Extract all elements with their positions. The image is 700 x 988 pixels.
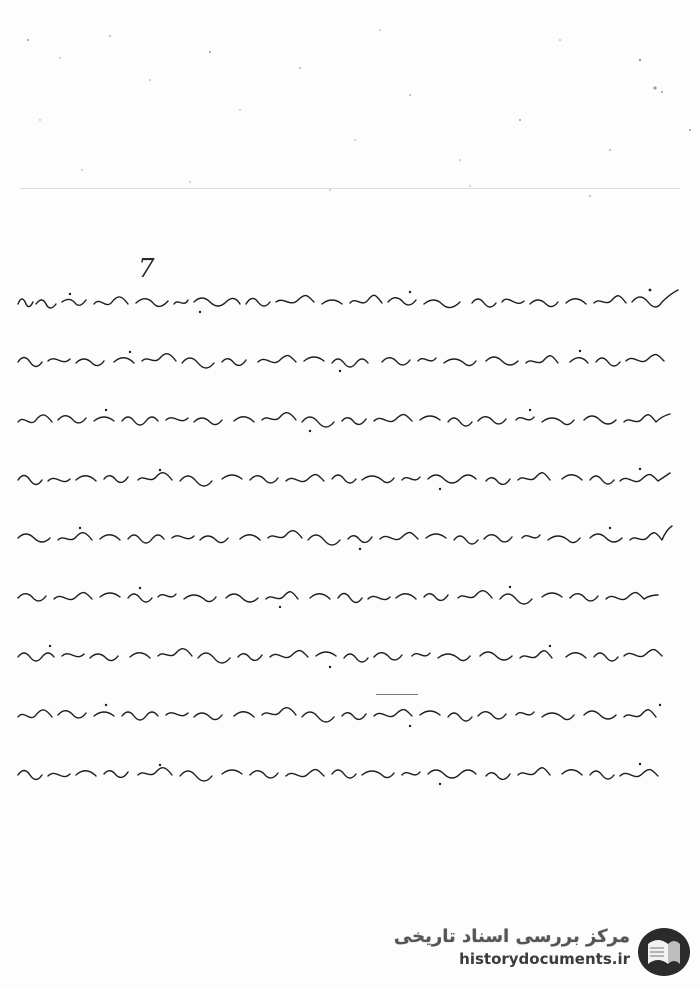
- handwritten-line: [10, 463, 694, 489]
- handwritten-line: [10, 640, 694, 666]
- handwritten-line: [10, 286, 694, 312]
- page-number: 7: [138, 254, 155, 284]
- handwritten-line: [10, 581, 694, 607]
- separator-line: [376, 694, 418, 695]
- handwritten-line: [10, 404, 694, 430]
- book-scroll-logo-icon: [636, 926, 692, 978]
- watermark-title: مرکز بررسی اسناد تاریخی: [393, 926, 630, 947]
- watermark-url: historydocuments.ir: [459, 950, 630, 968]
- handwritten-line: [10, 699, 694, 725]
- watermark: [393, 926, 692, 978]
- scan-noise: [0, 0, 700, 220]
- handwritten-line: [10, 522, 694, 548]
- handwritten-line: [10, 758, 694, 784]
- handwritten-line: [10, 345, 694, 371]
- handwritten-text-body: [10, 286, 694, 817]
